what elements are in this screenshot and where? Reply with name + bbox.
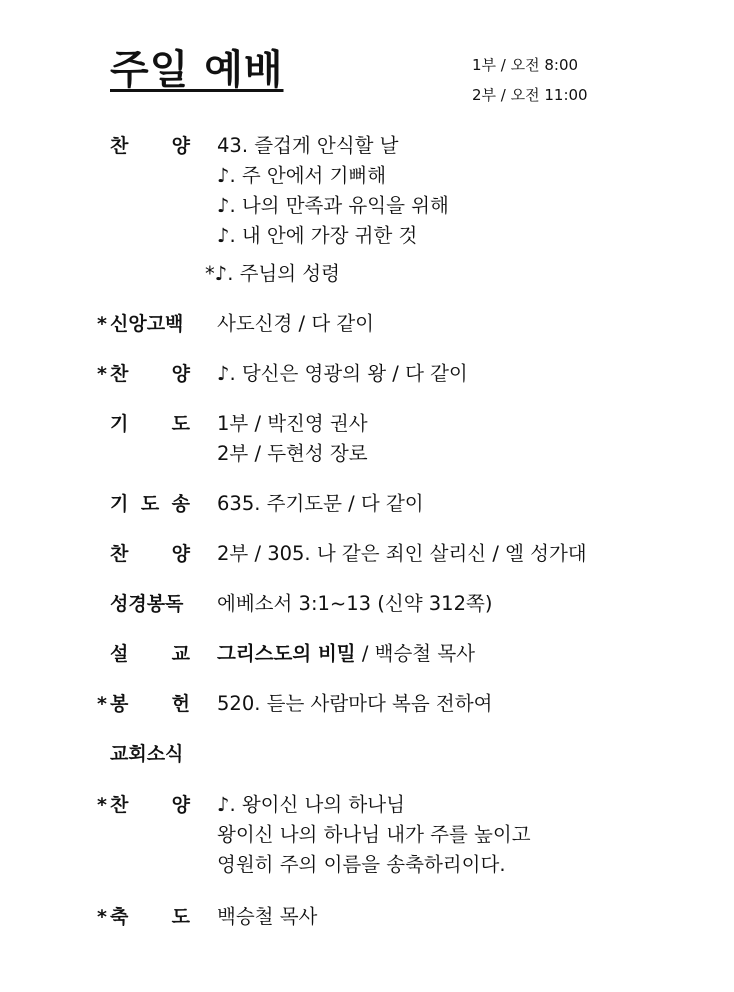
label-char: 양 [171,543,190,565]
label-char: 축 [110,906,129,928]
label-char: 양 [171,363,190,385]
label-char: 기 [110,493,129,515]
service-time-2: 2부 / 오전 11:00 [472,86,588,104]
order-content [217,309,374,339]
song-line: ♪. 당신은 영광의 왕 / 다 같이 [217,362,468,385]
service-time-1: 1부 / 오전 8:00 [472,56,579,74]
standing-mark: * [97,906,107,928]
order-label [97,902,193,932]
order-label [97,131,193,161]
hymn-line: 43. 즐겁게 안식할 날 [217,134,399,157]
label-char: 교 [171,643,190,665]
order-content [217,409,368,469]
lyrics-line: 영원히 주의 이름을 송축하리이다. [217,853,506,876]
song-line: ♪. 주 안에서 기뻐해 [217,164,387,187]
label-text: 교회소식 [110,743,184,765]
label-text: 신앙고백 [110,313,184,335]
hymn-line: 520. 듣는 사람마다 복음 전하여 [217,692,493,715]
standing-mark: * [97,363,107,385]
label-char: 기 [110,413,129,435]
order-label [97,409,193,439]
song-line: ♪. 왕이신 나의 하나님 [217,793,405,816]
standing-mark: * [97,794,107,816]
order-content [217,489,424,519]
song-line: ♪. 내 안에 가장 귀한 것 [217,224,418,247]
label-char: 송 [171,493,190,515]
label-char: 봉 [110,693,129,715]
order-label [97,639,193,669]
order-content [217,902,317,932]
order-content [205,131,449,289]
order-label [97,739,193,769]
lyrics-line: 왕이신 나의 하나님 내가 주를 높이고 [217,823,531,846]
order-label [97,589,193,619]
sermon-line [217,639,475,669]
standing-mark: * [97,313,107,335]
song-line: *♪. 주님의 성령 [205,262,340,285]
label-char: 양 [171,794,190,816]
order-content [217,790,531,880]
order-content [217,589,492,619]
order-label [97,689,193,719]
order-label [97,309,193,339]
label-char: 찬 [110,135,129,157]
label-char: 헌 [171,693,190,715]
order-label [97,539,193,569]
order-content [217,689,492,719]
sermon-title: 그리스도의 비밀 [217,642,356,665]
order-content [217,539,587,569]
content-line: 635. 주기도문 / 다 같이 [217,492,424,515]
sermon-preacher: / 백승철 목사 [355,642,476,665]
label-char: 도 [140,493,160,515]
order-content [217,639,475,669]
order-label [97,790,193,820]
content-line: 백승철 목사 [217,905,318,928]
label-char: 양 [171,135,190,157]
service-times [472,50,588,110]
content-line: 2부 / 305. 나 같은 죄인 살리신 / 엘 성가대 [217,542,587,565]
label-text: 성경봉독 [110,593,184,615]
label-char: 도 [171,413,190,435]
label-char: 설 [110,643,129,665]
page-title: 주일 예배 [110,47,284,93]
order-label [97,359,193,389]
prayer-leader-line: 2부 / 두현성 장로 [217,442,368,465]
label-char: 찬 [110,543,129,565]
scripture-reference: 에베소서 3:1~13 (신약 312쪽) [217,592,493,615]
order-content [217,359,468,389]
standing-mark: * [97,693,107,715]
label-char: 찬 [110,363,129,385]
song-line: ♪. 나의 만족과 유익을 위해 [217,194,449,217]
label-char: 찬 [110,794,129,816]
label-char: 도 [171,906,190,928]
order-label [97,489,193,519]
content-line: 사도신경 / 다 같이 [217,312,375,335]
prayer-leader-line: 1부 / 박진영 권사 [217,412,368,435]
